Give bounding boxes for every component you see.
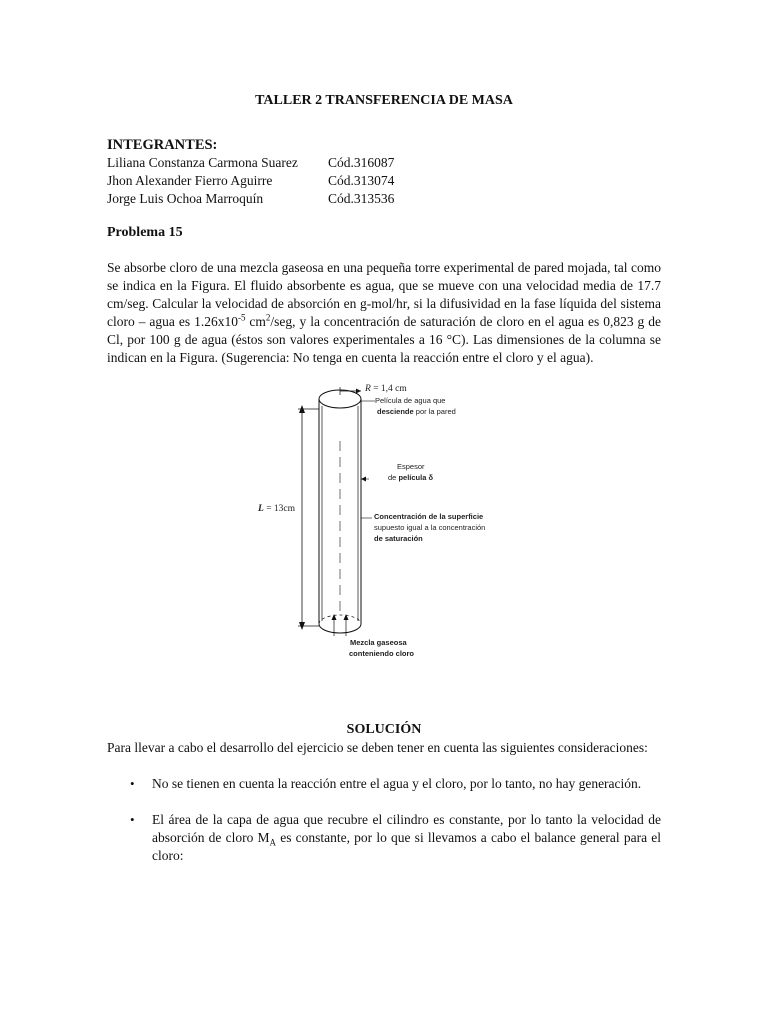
considerations-list: [107, 775, 661, 865]
column-bottom-ellipse: [319, 624, 361, 633]
member-code: Cód.313536: [328, 191, 395, 206]
radius-arrow: [356, 389, 361, 394]
thickness-label-line1: Espesor: [397, 462, 425, 471]
problem-text-part: /seg, y la concentración de saturación de cloro en el agua es 0,823 g de Cl, por 100 g de agua (éstos son valores experimentales a 16 °C). Las dimensiones de la columna se indican en la Figura. (Sugerencia: No tenga en cuenta la reacción entre el cloro y el agua).: [107, 314, 662, 365]
member-name: Liliana Constanza Carmona Suarez: [107, 155, 298, 170]
thickness-label-line2: de película δ: [388, 473, 433, 482]
list-item-text: El área de la capa de agua que recubre el cilindro es constante, por lo tanto la velocidad de absorción de cloro M: [152, 812, 661, 845]
radius-label: R = 1,4 cm: [365, 384, 407, 394]
column-figure: [107, 381, 661, 671]
member-name: Jorge Luis Ochoa Marroquín: [107, 191, 264, 206]
member-row: [107, 172, 661, 190]
concentration-label-line3: de saturación: [374, 534, 423, 543]
bullet-icon: •: [130, 812, 135, 827]
member-row: [107, 154, 661, 172]
length-label: L = 13cm: [258, 504, 296, 514]
gas-label-line2: conteniendo cloro: [349, 649, 415, 658]
gas-label-line1: Mezcla gaseosa: [350, 638, 407, 647]
list-item: [107, 775, 661, 793]
concentration-label-line2: supuesto igual a la concentración: [374, 523, 486, 532]
list-item-text: No se tienen en cuenta la reacción entre el agua y el cloro, por lo tanto, no hay generación.: [152, 776, 642, 791]
members-heading: INTEGRANTES:: [107, 137, 218, 153]
list-item: [107, 811, 661, 865]
film-label-line2: desciende por la pared: [377, 407, 456, 416]
problem-statement: [107, 259, 661, 367]
bullet-icon: •: [130, 776, 135, 791]
film-label-line1: Película de agua que: [375, 396, 446, 405]
member-row: [107, 190, 661, 208]
list-item-text: es constante, por lo que si llevamos a cabo el balance general para el cloro:: [152, 830, 662, 863]
subscript: A: [269, 837, 277, 848]
member-code: Cód.313074: [328, 173, 395, 188]
column-bottom-hidden: [319, 615, 361, 624]
wetted-wall-column-diagram: [107, 381, 661, 671]
members-list: [107, 154, 661, 208]
thickness-arrow: [361, 477, 366, 482]
exponent: 2: [265, 312, 271, 323]
problem-heading: Problema 15: [107, 225, 183, 240]
member-name: Jhon Alexander Fierro Aguirre: [107, 173, 273, 188]
solution-intro: Para llevar a cabo el desarrollo del ejercicio se deben tener en cuenta las siguientes consideraciones:: [107, 740, 648, 755]
member-code: Cód.316087: [328, 155, 395, 170]
exponent: -5: [237, 312, 246, 323]
solution-heading: SOLUCIÓN: [346, 722, 422, 737]
problem-text-part: cm: [245, 314, 266, 329]
concentration-label-line1: Concentración de la superficie: [374, 512, 484, 521]
gas-arrowhead-right: [344, 614, 349, 620]
problem-text-part: Se absorbe cloro de una mezcla gaseosa en una pequeña torre experimental de pared mojada, tal como se indica en la Figura. El fluido absorbente es agua, que se mueve con una velocidad media de 17.7 cm/seg. Calcular la velocidad de absorción en g-mol/hr, si la difusividad en la fase líquida del sistema cloro – agua es 1.26x10: [107, 260, 661, 329]
document-page: [107, 92, 661, 883]
document-title: TALLER 2 TRANSFERENCIA DE MASA: [255, 93, 513, 108]
